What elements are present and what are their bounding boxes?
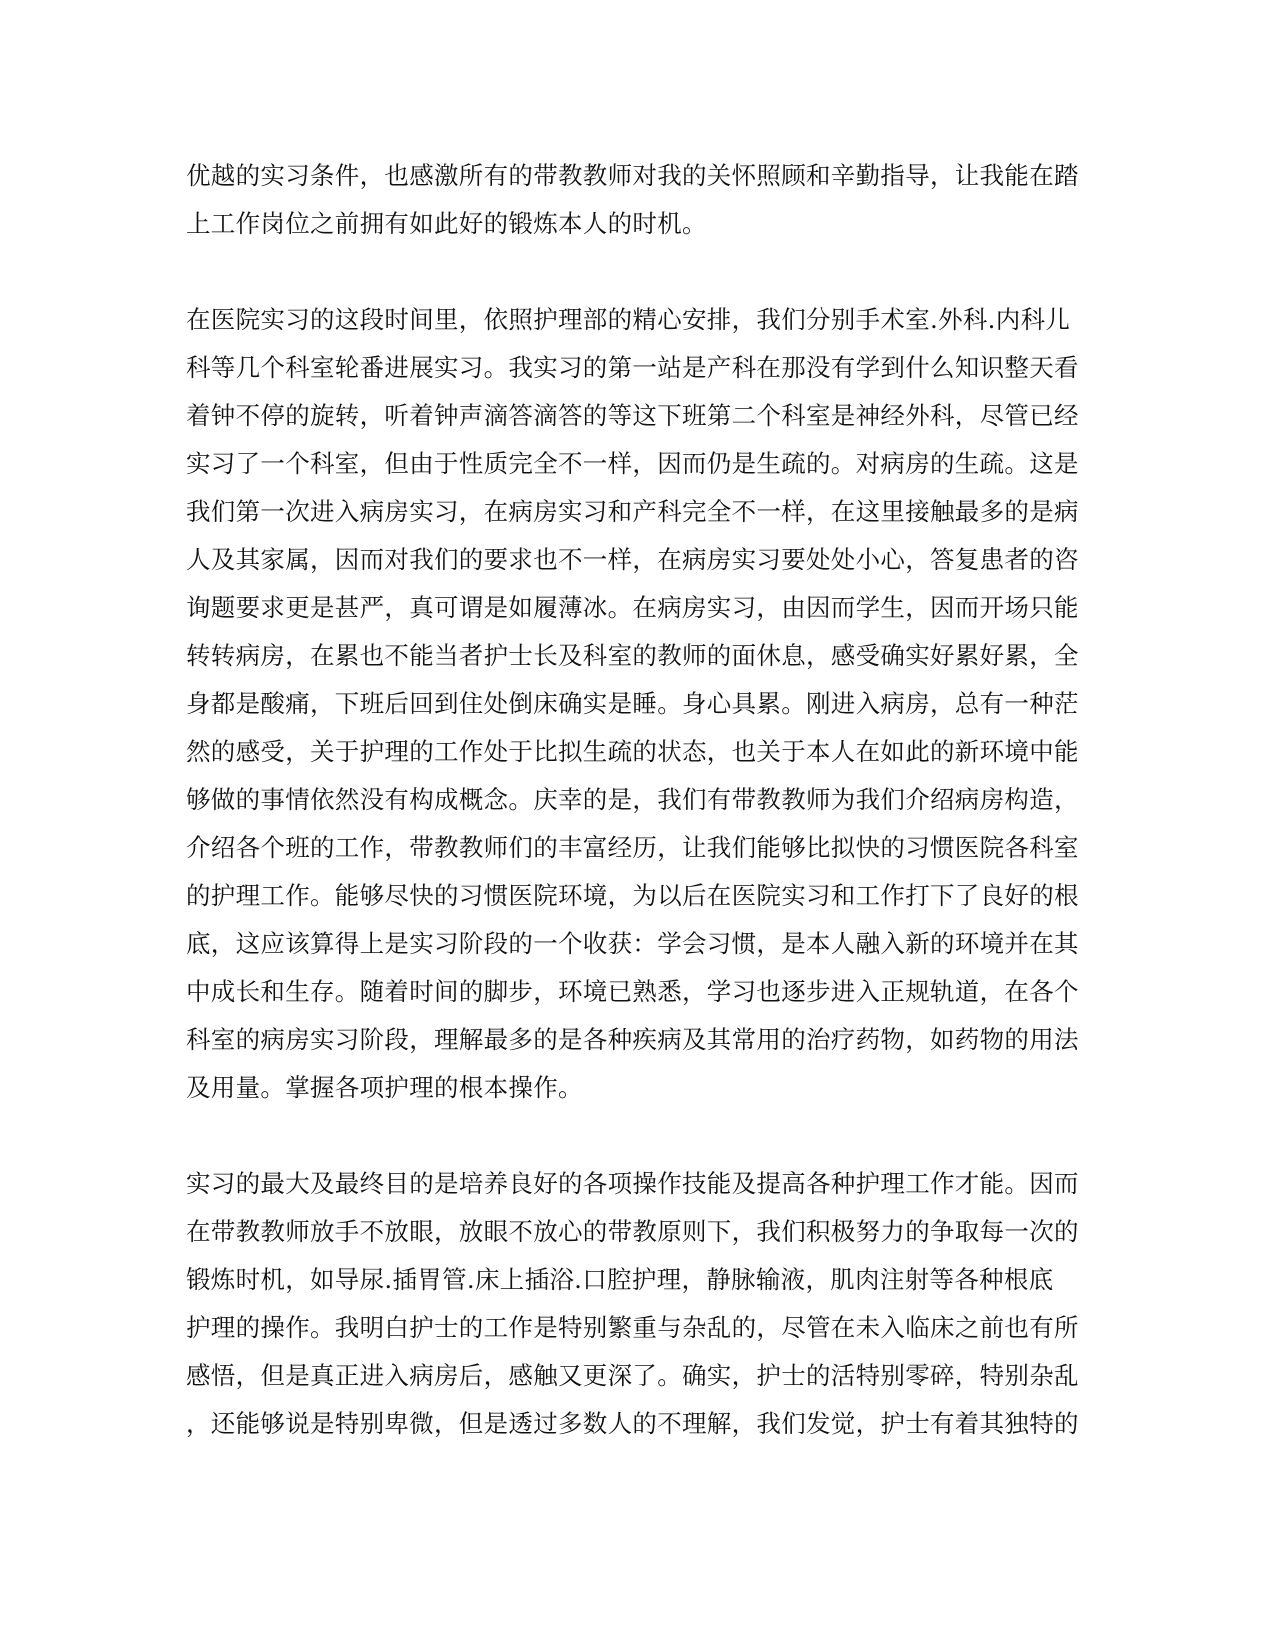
text-line: 询题要求更是甚严，真可谓是如履薄冰。在病房实习，由因而学生，因而开场只能 bbox=[186, 593, 1079, 622]
text-line: 在带教教师放手不放眼，放眼不放心的带教原则下，我们积极努力的争取每一次的 bbox=[186, 1217, 1079, 1246]
paragraph-2 bbox=[186, 296, 1086, 1112]
text-line: 我们第一次进入病房实习，在病房实习和产科完全不一样，在这里接触最多的是病 bbox=[186, 497, 1079, 526]
text-line: 感悟，但是真正进入病房后，感触又更深了。确实，护士的活特别零碎，特别杂乱 bbox=[186, 1361, 1079, 1390]
text-line: 中成长和生存。随着时间的脚步，环境已熟悉，学习也逐步进入正规轨道，在各个 bbox=[186, 977, 1079, 1006]
text-line: 科室的病房实习阶段，理解最多的是各种疾病及其常用的治疗药物，如药物的用法 bbox=[186, 1025, 1079, 1054]
text-line: 护理的操作。我明白护士的工作是特别繁重与杂乱的，尽管在未入临床之前也有所 bbox=[186, 1313, 1079, 1342]
text-line: 及用量。掌握各项护理的根本操作。 bbox=[186, 1073, 583, 1102]
text-line: 在医院实习的这段时间里，依照护理部的精心安排，我们分别手术室.外科.内科儿 bbox=[186, 305, 1071, 334]
paragraph-1 bbox=[186, 152, 1086, 248]
text-line: 转转病房，在累也不能当者护士长及科室的教师的面休息，感受确实好累好累，全 bbox=[186, 641, 1079, 670]
text-line: ，还能够说是特别卑微，但是透过多数人的不理解，我们发觉，护士有着其独特的 bbox=[186, 1409, 1079, 1438]
text-line: 介绍各个班的工作，带教教师们的丰富经历，让我们能够比拟快的习惯医院各科室 bbox=[186, 833, 1079, 862]
text-line: 上工作岗位之前拥有如此好的锻炼本人的时机。 bbox=[186, 209, 707, 238]
text-line: 优越的实习条件，也感激所有的带教教师对我的关怀照顾和辛勤指导，让我能在踏 bbox=[186, 161, 1079, 190]
text-line: 实习了一个科室，但由于性质完全不一样，因而仍是生疏的。对病房的生疏。这是 bbox=[186, 449, 1079, 478]
text-line: 够做的事情依然没有构成概念。庆幸的是，我们有带教教师为我们介绍病房构造， bbox=[186, 785, 1079, 814]
text-line: 然的感受，关于护理的工作处于比拟生疏的状态，也关于本人在如此的新环境中能 bbox=[186, 737, 1079, 766]
document-body bbox=[186, 152, 1086, 1448]
text-line: 锻炼时机，如导尿.插胃管.床上插浴.口腔护理，静脉输液，肌肉注射等各种根底 bbox=[186, 1265, 1054, 1294]
text-line: 的护理工作。能够尽快的习惯医院环境，为以后在医院实习和工作打下了良好的根 bbox=[186, 881, 1079, 910]
paragraph-3 bbox=[186, 1160, 1086, 1448]
text-line: 着钟不停的旋转，听着钟声滴答滴答的等这下班第二个科室是神经外科，尽管已经 bbox=[186, 401, 1079, 430]
text-line: 底，这应该算得上是实习阶段的一个收获：学会习惯，是本人融入新的环境并在其 bbox=[186, 929, 1079, 958]
text-line: 身都是酸痛，下班后回到住处倒床确实是睡。身心具累。刚进入病房，总有一种茫 bbox=[186, 689, 1079, 718]
text-line: 实习的最大及最终目的是培养良好的各项操作技能及提高各种护理工作才能。因而 bbox=[186, 1169, 1079, 1198]
text-line: 人及其家属，因而对我们的要求也不一样，在病房实习要处处小心，答复患者的咨 bbox=[186, 545, 1079, 574]
text-line: 科等几个科室轮番进展实习。我实习的第一站是产科在那没有学到什么知识整天看 bbox=[186, 353, 1079, 382]
